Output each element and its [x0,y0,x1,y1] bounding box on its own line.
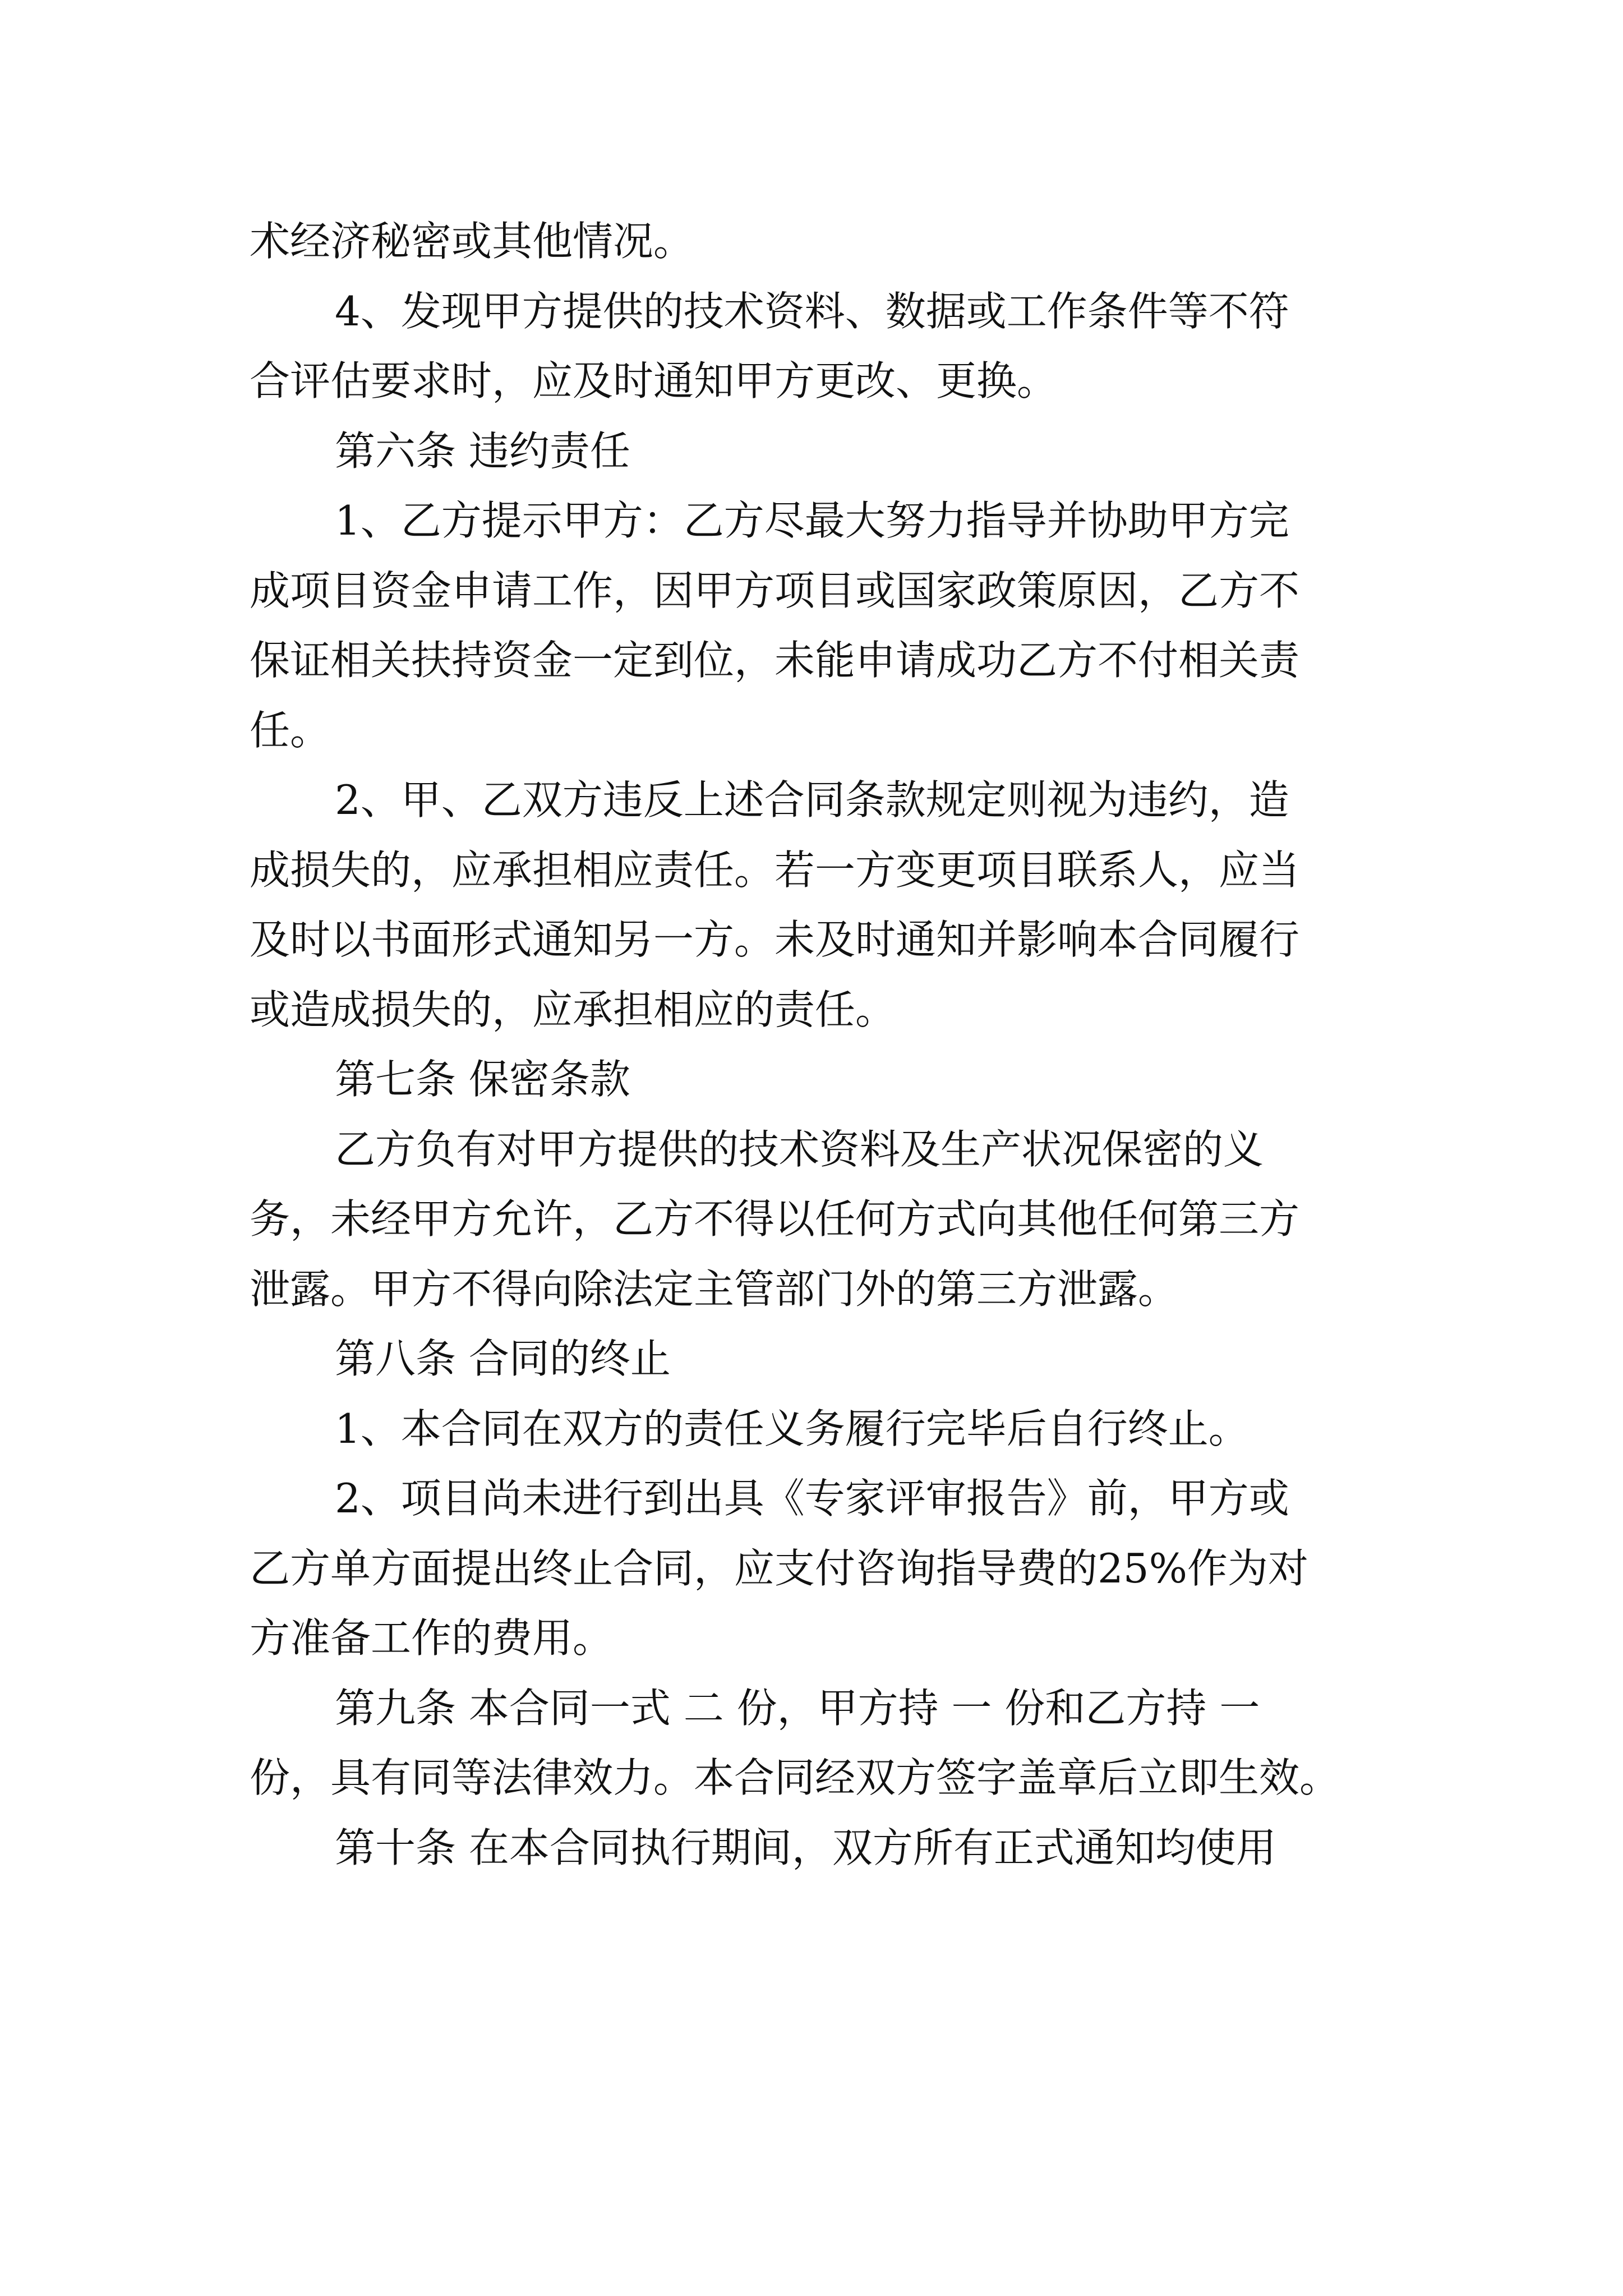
text-line: 2、项目尚未进行到出具《专家评审报告》前，甲方或 [335,1475,1289,1522]
text-line: 成损失的，应承担相应责任。若一方变更项目联系人，应当 [250,846,1300,894]
text-line: 乙方单方面提出终止合同，应支付咨询指导费的25%作为对 [250,1544,1309,1592]
section-heading: 第十条 在本合同执行期间，双方所有正式通知均使用 [335,1824,1276,1871]
text-line: 泄露。甲方不得向除法定主管部门外的第三方泄露。 [250,1265,1179,1313]
section-heading: 第七条 保密条款 [335,1056,630,1103]
document-page [250,206,1394,1883]
text-line: 份，具有同等法律效力。本合同经双方签字盖章后立即生效。 [250,1754,1340,1801]
text-line: 任。 [250,706,331,754]
text-line: 1、本合同在双方的责任义务履行完毕后自行终止。 [335,1405,1249,1452]
section-heading: 第九条 本合同一式 二 份，甲方持 一 份和乙方持 一 [335,1684,1260,1732]
text-line: 1、乙方提示甲方：乙方尽最大努力指导并协助甲方完 [335,497,1289,544]
text-line: 保证相关扶持资金一定到位，未能申请成功乙方不付相关责 [250,637,1300,684]
section-heading: 第六条 违约责任 [335,427,630,475]
text-line: 乙方负有对甲方提供的技术资料及生产状况保密的义 [335,1125,1264,1173]
text-line: 2、甲、乙双方违反上述合同条款规定则视为违约，造 [335,776,1289,823]
text-line: 或造成损失的，应承担相应的责任。 [250,986,896,1033]
text-line: 务，未经甲方允许，乙方不得以任何方式向其他任何第三方 [250,1195,1300,1243]
text-line: 成项目资金申请工作，因甲方项目或国家政策原因，乙方不 [250,567,1300,614]
text-line: 4、发现甲方提供的技术资料、数据或工作条件等不符 [335,287,1289,335]
text-line: 方准备工作的费用。 [250,1614,614,1662]
section-heading: 第八条 合同的终止 [335,1335,671,1382]
text-line: 术经济秘密或其他情况。 [250,218,694,265]
text-line: 合评估要求时，应及时通知甲方更改、更换。 [250,357,1058,404]
text-line: 及时以书面形式通知另一方。未及时通知并影响本合同履行 [250,916,1300,963]
